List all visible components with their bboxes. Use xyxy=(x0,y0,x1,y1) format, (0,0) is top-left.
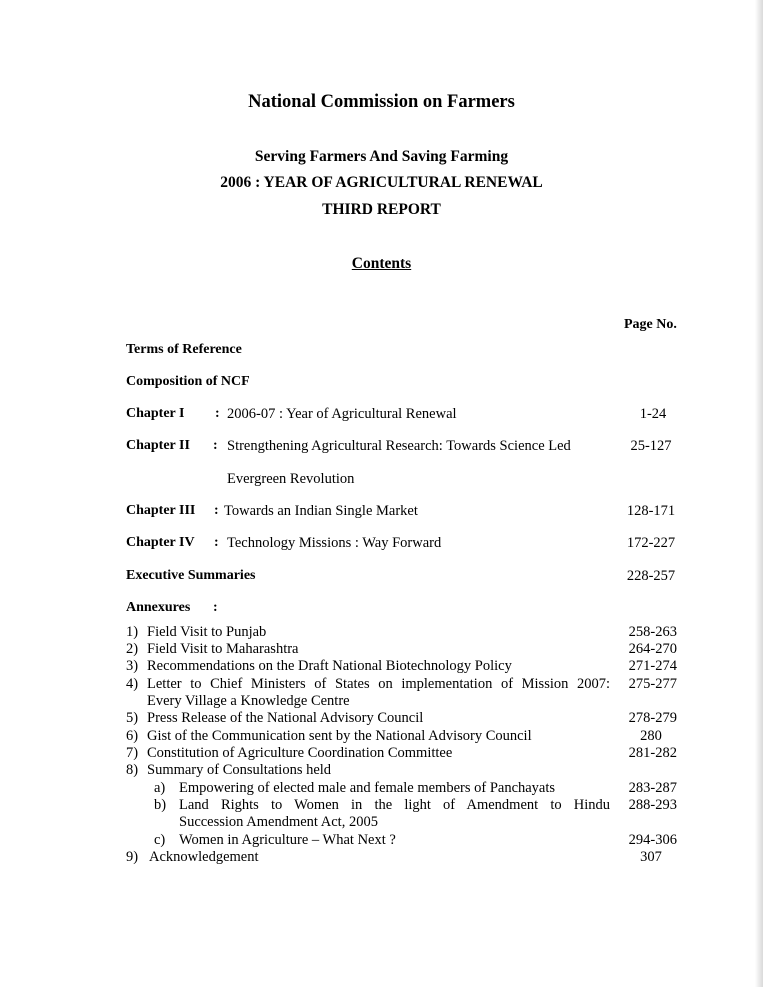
annexure-6-number: 6) xyxy=(126,728,139,744)
subtitle-line-2: 2006 : YEAR OF AGRICULTURAL RENEWAL xyxy=(220,174,543,191)
chapter-1-colon: : xyxy=(215,406,220,421)
chapter-2-title-continued: Evergreen Revolution xyxy=(227,471,355,487)
chapter-4-label: Chapter IV xyxy=(126,535,195,550)
toc-annexures-heading: Annexures xyxy=(126,600,191,615)
chapter-2-pages: 25-127 xyxy=(630,438,672,454)
annexure-5-pages: 278-279 xyxy=(628,710,677,726)
chapter-2-colon: : xyxy=(213,438,218,453)
chapter-3-pages: 128-171 xyxy=(626,503,676,519)
annexure-3-pages: 271-274 xyxy=(628,658,677,674)
annexure-9-text: Acknowledgement xyxy=(149,849,259,865)
consultation-b-pages: 288-293 xyxy=(628,797,677,813)
consultation-b-text: Land Rights to Women in the light of Amendment to Hindu xyxy=(179,797,610,813)
annexure-6-text: Gist of the Communication sent by the National Advisory Council xyxy=(147,728,532,744)
toc-executive-summaries: Executive Summaries xyxy=(126,568,256,583)
annexure-4-text-continued: Every Village a Knowledge Centre xyxy=(147,693,350,709)
annexures-colon: : xyxy=(213,600,218,615)
chapter-3-title: Towards an Indian Single Market xyxy=(224,503,418,519)
chapter-1-label: Chapter I xyxy=(126,406,185,421)
chapter-4-colon: : xyxy=(214,535,219,550)
annexure-1-text: Field Visit to Punjab xyxy=(147,624,267,640)
annexure-5-text: Press Release of the National Advisory Council xyxy=(147,710,424,726)
subtitle-line-3: THIRD REPORT xyxy=(322,201,441,218)
annexure-7-number: 7) xyxy=(126,745,139,761)
consultation-a-pages: 283-287 xyxy=(628,780,677,796)
contents-heading xyxy=(0,256,763,272)
document-title: National Commission on Farmers xyxy=(248,92,515,112)
annexure-3-number: 3) xyxy=(126,658,139,674)
annexure-8-text: Summary of Consultations held xyxy=(147,762,332,778)
page-no-label: Page No. xyxy=(624,317,677,332)
annexure-2-text: Field Visit to Maharashtra xyxy=(147,641,299,657)
annexure-8-number: 8) xyxy=(126,762,139,778)
annexure-4-number: 4) xyxy=(126,676,139,692)
toc-composition-of-ncf: Composition of NCF xyxy=(126,374,250,389)
contents-heading-text: Contents xyxy=(351,255,412,272)
annexure-6-pages: 280 xyxy=(640,728,662,744)
consultation-c-text: Women in Agriculture – What Next ? xyxy=(179,832,396,848)
annexure-4-text: Letter to Chief Ministers of States on implementation of Mission 2007: xyxy=(147,676,610,692)
annexure-3-text: Recommendations on the Draft National Biotechnology Policy xyxy=(147,658,512,674)
chapter-4-pages: 172-227 xyxy=(626,535,676,551)
annexure-4-pages: 275-277 xyxy=(628,676,677,692)
annexure-7-pages: 281-282 xyxy=(628,745,677,761)
chapter-1-pages: 1-24 xyxy=(639,406,667,422)
annexure-9-number: 9) xyxy=(126,849,139,865)
chapter-4-title: Technology Missions : Way Forward xyxy=(227,535,442,551)
annexure-5-number: 5) xyxy=(126,710,139,726)
consultation-b-number: b) xyxy=(154,797,167,813)
chapter-1-title: 2006-07 : Year of Agricultural Renewal xyxy=(227,406,457,422)
annexure-1-number: 1) xyxy=(126,624,139,640)
executive-summaries-pages: 228-257 xyxy=(626,568,676,584)
annexure-9-pages: 307 xyxy=(640,849,662,865)
consultation-a-number: a) xyxy=(154,780,166,796)
chapter-3-label: Chapter III xyxy=(126,503,196,518)
annexure-1-pages: 258-263 xyxy=(628,624,677,640)
annexure-2-number: 2) xyxy=(126,641,139,657)
toc-terms-of-reference: Terms of Reference xyxy=(126,342,242,357)
annexure-7-text: Constitution of Agriculture Coordination Committee xyxy=(147,745,453,761)
consultation-c-number: c) xyxy=(154,832,166,848)
consultation-c-pages: 294-306 xyxy=(628,832,677,848)
consultation-b-text-continued: Succession Amendment Act, 2005 xyxy=(179,814,378,830)
annexure-2-pages: 264-270 xyxy=(628,641,677,657)
chapter-3-colon: : xyxy=(214,503,219,518)
subtitle-line-1: Serving Farmers And Saving Farming xyxy=(254,148,509,165)
consultation-a-text: Empowering of elected male and female members of Panchayats xyxy=(179,780,556,796)
chapter-2-label: Chapter II xyxy=(126,438,190,453)
chapter-2-title: Strengthening Agricultural Research: Towards Science Led xyxy=(227,438,571,454)
